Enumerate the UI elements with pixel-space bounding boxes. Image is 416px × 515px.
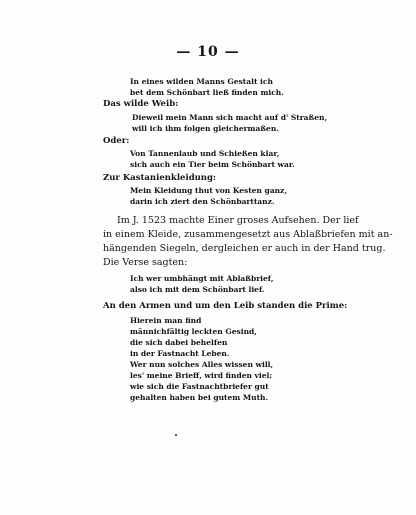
page-number: — 10 — (176, 44, 240, 60)
section-heading: Oder: (103, 136, 130, 146)
verse-line: bet dem Schönbart ließ finden mich. (130, 88, 284, 97)
verse-line: Von Tannenlaub und Schießen klar, (130, 149, 280, 158)
verse-line: in der Fastnacht Leben. (130, 349, 230, 358)
section-heading: An den Armen und um den Leib standen die Prime: (103, 301, 348, 311)
verse-line: darin ich ziert den Schönbarttanz. (130, 197, 275, 206)
prose-line: hängenden Siegeln, dergleichen er auch in der Hand trug. (103, 243, 386, 254)
prose-line: in einem Kleide, zusammengesetzt aus Ablaßbriefen mit an- (103, 229, 393, 240)
section-heading: Das wilde Weib: (103, 99, 179, 109)
verse-line: sich auch ein Tier beim Schönbart war. (130, 160, 295, 169)
verse-line: les' meine Brieff, wird finden viel; (130, 371, 273, 380)
prose-line: Im J. 1523 machte Einer groses Aufsehen. Der lief (117, 215, 359, 226)
verse-line: Ich wer umbhängt mit Ablaßbrief, (130, 274, 274, 283)
section-heading: Zur Kastanienkleidung: (103, 173, 217, 183)
verse-line: wie sich die Fastnachtbriefer gut (130, 382, 269, 391)
verse-line: Hierein man find (130, 316, 202, 325)
verse-line: männichfältig leckten Gesind, (130, 327, 257, 336)
verse-line: also ich mit dem Schönbart lief. (130, 285, 265, 294)
verse-line: gehalten haben bei gutem Muth. (130, 393, 269, 402)
verse-line: die sich dabei behelfen (130, 338, 228, 347)
verse-line: In eines wilden Manns Gestalt ich (130, 77, 273, 86)
verse-line: Wer nun solches Alles wissen will, (130, 360, 274, 369)
verse-line: Dieweil mein Mann sich macht auf d' Straßen, (132, 113, 328, 122)
verse-line: will ich ihm folgen gleichermaßen. (132, 124, 279, 133)
prose-line: Die Verse sagten: (103, 257, 188, 268)
ink-speck (175, 434, 177, 436)
verse-line: Mein Kleidung thut von Kesten ganz, (130, 186, 287, 195)
